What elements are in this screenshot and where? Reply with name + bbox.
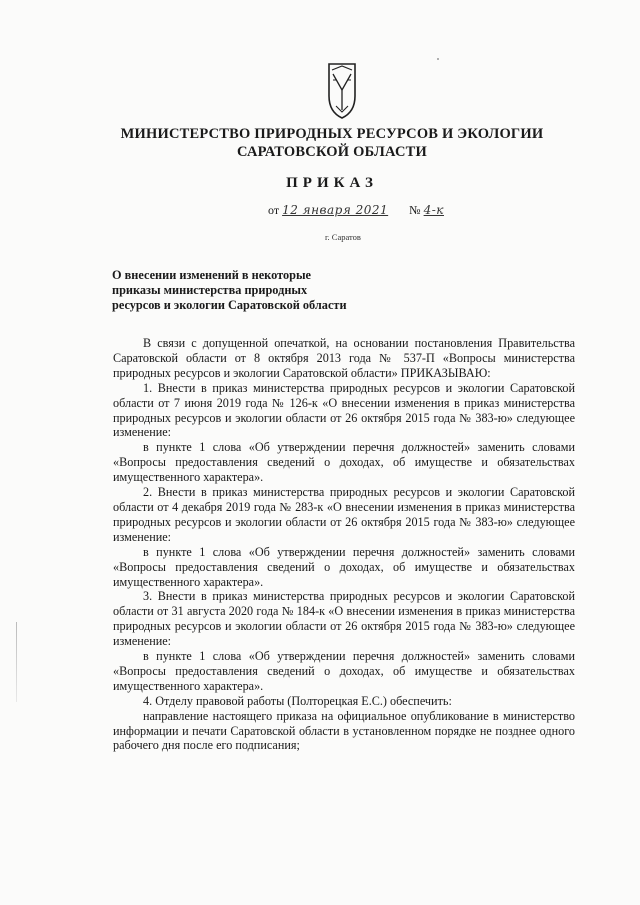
subject-line: приказы министерства природных: [112, 283, 308, 298]
document-body: [113, 336, 575, 753]
document-type: ПРИКАЗ: [286, 175, 378, 191]
scan-fold-line: [16, 622, 17, 702]
document-subject: [112, 268, 412, 314]
saratov-coat-of-arms-icon: [327, 60, 357, 120]
handwritten-number: 4-к: [423, 203, 444, 217]
clause-4-item: направление настоящего приказа на официальное опубликование в министерство информации и печати Саратовской области в установленном порядке не позднее одного рабочего дня после его подписания;: [113, 708, 575, 753]
handwritten-date: 12 января 2021: [282, 203, 389, 217]
ministry-name-line2: САРАТОВСКОЙ ОБЛАСТИ: [237, 144, 427, 160]
clause-2-change: в пункте 1 слова «Об утверждении перечня должностей» заменить словами «Вопросы предоставления сведений о доходах, об имуществе и обязательствах имущественного характера».: [113, 544, 575, 589]
subject-line: О внесении изменений в некоторые: [112, 268, 312, 282]
clause-3: 3. Внести в приказ министерства природных ресурсов и экологии Саратовской области от 31 августа 2020 года № 184-к «О внесении изменения в приказ министерства природных ресурсов и экологии области от 26 октября 2015 года № 383-ю» следующее изменение:: [113, 589, 575, 649]
number-prefix: №: [409, 203, 421, 217]
clause-2: 2. Внести в приказ министерства природных ресурсов и экологии Саратовской области от 4 декабря 2019 года № 283-к «О внесении изменения в приказ министерства природных ресурсов и экологии области от 26 октября 2015 года № 383-ю» следующее изменение:: [113, 485, 575, 544]
date-prefix: от: [268, 203, 280, 217]
clause-1: 1. Внести в приказ министерства природных ресурсов и экологии Саратовской области от 7 июня 2019 года № 126-к «О внесении изменения в приказ министерства природных ресурсов и экологии области от 26 октября 2015 года № 383-ю» следующее изменение:: [113, 380, 575, 440]
preamble-paragraph: В связи с допущенной опечаткой, на основании постановления Правительства Саратовской области от 8 октября 2013 года № 537-П «Вопросы министерства природных ресурсов и экологии Саратовской области» ПРИКАЗЫВАЮ:: [113, 336, 575, 380]
clause-4: 4. Отделу правовой работы (Полторецкая Е.С.) обеспечить:: [143, 693, 452, 708]
ministry-name-line1: МИНИСТЕРСТВО ПРИРОДНЫХ РЕСУРСОВ И ЭКОЛОГИИ: [120, 126, 544, 142]
city-label: г. Саратов: [325, 232, 361, 242]
subject-line: ресурсов и экологии Саратовской области: [112, 298, 347, 313]
scan-speck: [437, 58, 439, 60]
clause-1-change: в пункте 1 слова «Об утверждении перечня должностей» заменить словами «Вопросы предоставления сведений о доходах, об имуществе и обязательствах имущественного характера».: [113, 440, 575, 485]
clause-3-change: в пункте 1 слова «Об утверждении перечня должностей» заменить словами «Вопросы предоставления сведений о доходах, об имуществе и обязательствах имущественного характера».: [113, 649, 575, 693]
date-number-line: [268, 203, 444, 218]
